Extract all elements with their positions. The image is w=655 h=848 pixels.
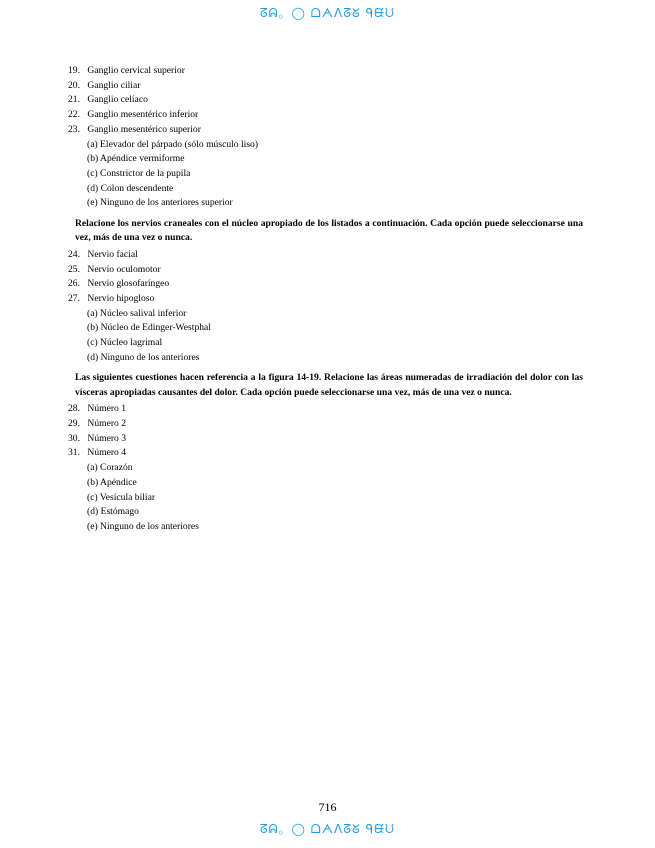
option-item: (b) Apéndice vermiforme [87, 153, 185, 165]
instruction-text: Las siguientes cuestiones hacen referencia a la figura 14-19. Relacione las áreas numeradas de irradiación del dolor con las vísceras apropiadas causantes del dolor. Cada opción puede seleccionarse una vez, más de una vez o nunca. [75, 372, 583, 398]
option-list-3 [68, 461, 583, 535]
question-item: 28. Número 1 [68, 403, 127, 415]
question-item: 26. Nervio glosofaríngeo [68, 278, 170, 290]
question-list-2 [68, 248, 583, 307]
option-item: (d) Colon descendente [87, 182, 174, 194]
page-content [68, 64, 583, 535]
watermark-bottom: ᘔᕱ。◯ ᗝᗅᐱᘔᘜ ᑫᙙᙀ [259, 822, 396, 836]
option-item: (e) Ninguno de los anteriores [87, 520, 199, 532]
option-item: (c) Núcleo lagrimal [87, 337, 163, 349]
question-item: 20. Ganglio ciliar [68, 79, 141, 91]
option-item: (c) Constrictor de la pupila [87, 167, 191, 179]
option-item: (b) Apéndice [87, 476, 137, 488]
option-list-2 [68, 307, 583, 366]
question-item: 21. Ganglio celíaco [68, 94, 148, 106]
question-item: 30. Número 3 [68, 432, 127, 444]
question-list-3 [68, 402, 583, 461]
question-item: 29. Número 2 [68, 417, 127, 429]
option-item: (a) Núcleo salival inferior [87, 307, 187, 319]
instruction-text: Relacione los nervios craneales con el núcleo apropiado de los listados a continuación. Cada opción puede seleccionarse una vez, más de una vez o nunca. [75, 218, 583, 244]
option-list-1 [68, 138, 583, 212]
option-item: (a) Corazón [87, 462, 133, 474]
question-item: 27. Nervio hipogloso [68, 292, 155, 304]
question-item: 31. Número 4 [68, 447, 127, 459]
option-item: (c) Vesícula biliar [87, 491, 156, 503]
page-number: 716 [318, 800, 337, 814]
option-item: (d) Estómago [87, 506, 139, 518]
watermark-top: ᘔᕱ。◯ ᗝᗅᐱᘔᘜ ᑫᙙᙀ [259, 6, 396, 20]
question-item: 22. Ganglio mesentérico inferior [68, 109, 199, 121]
question-item: 23. Ganglio mesentérico superior [68, 123, 201, 135]
question-item: 19. Ganglio cervical superior [68, 65, 185, 76]
option-item: (e) Ninguno de los anteriores superior [87, 197, 233, 209]
option-item: (d) Ninguno de los anteriores [87, 351, 200, 363]
option-item: (b) Núcleo de Edinger-Westphal [87, 322, 211, 334]
question-item: 24. Nervio facial [68, 248, 138, 260]
question-item: 25. Nervio oculomotor [68, 263, 161, 275]
option-item: (a) Elevador del párpado (sólo músculo liso) [87, 138, 259, 150]
question-list-1 [68, 64, 583, 138]
